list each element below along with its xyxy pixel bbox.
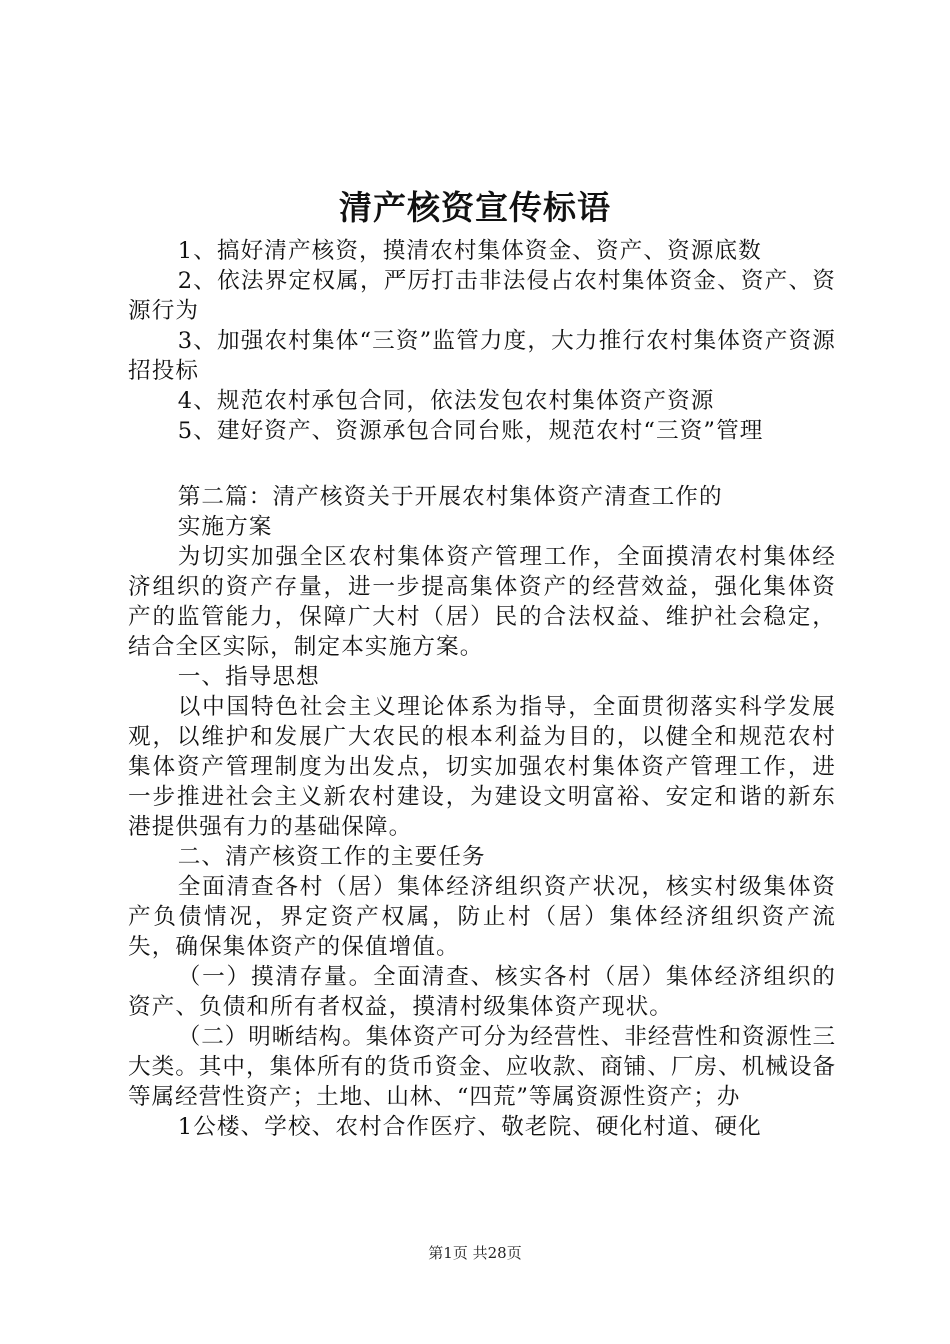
body-paragraph: 为切实加强全区农村集体资产管理工作，全面摸清农村集体经济组织的资产存量，进一步提高集体资产的经营效益，强化集体资产的监管能力，保障广大村（居）民的合法权益、维护社会稳定，结合全区实际，制定本实施方案。 — [128, 544, 836, 660]
slogan-item: 1、搞好清产核资，摸清农村集体资金、资产、资源底数 — [177, 238, 762, 264]
subheading-main-tasks: 二、清产核资工作的主要任务 — [177, 844, 486, 870]
section-heading-continuation: 实施方案 — [177, 514, 273, 540]
subheading-guiding-ideology: 一、指导思想 — [177, 664, 320, 690]
slogan-item: 5、建好资产、资源承包合同台账，规范农村“三资”管理 — [177, 418, 764, 444]
slogan-item: 4、规范农村承包合同，依法发包农村集体资产资源 — [177, 388, 715, 414]
page-footer: 第1页 共28页 — [428, 1244, 522, 1262]
section-heading: 第二篇：清产核资关于开展农村集体资产清查工作的 — [177, 484, 723, 510]
section-spacer — [128, 446, 836, 482]
slogan-item: 2、依法界定权属，严厉打击非法侵占农村集体资金、资产、资源行为 — [128, 268, 836, 324]
body-paragraph: 以中国特色社会主义理论体系为指导，全面贯彻落实科学发展观，以维护和发展广大农民的根本利益为目的，以健全和规范农村集体资产管理制度为出发点，切实加强农村集体资产管理工作，进一步推进社会主义新农村建设，为建设文明富裕、安定和谐的新东港提供强有力的基础保障。 — [128, 694, 836, 840]
document-title: 清产核资宣传标语 — [339, 188, 611, 227]
slogan-item: 3、加强农村集体“三资”监管力度，大力推行农村集体资产资源招投标 — [128, 328, 836, 384]
body-paragraph: 全面清查各村（居）集体经济组织资产状况，核实村级集体资产负债情况，界定资产权属，防止村（居）集体经济组织资产流失，确保集体资产的保值增值。 — [128, 874, 836, 960]
body-paragraph: （一）摸清存量。全面清查、核实各村（居）集体经济组织的资产、负债和所有者权益，摸清村级集体资产现状。 — [128, 964, 836, 1020]
body-paragraph: （二）明晰结构。集体资产可分为经营性、非经营性和资源性三大类。其中，集体所有的货币资金、应收款、商铺、厂房、机械设备等属经营性资产；土地、山林、“四荒”等属资源性资产；办 — [128, 1024, 836, 1110]
body-paragraph: 1公楼、学校、农村合作医疗、敬老院、硬化村道、硬化 — [177, 1114, 762, 1140]
document-body — [128, 236, 836, 1142]
